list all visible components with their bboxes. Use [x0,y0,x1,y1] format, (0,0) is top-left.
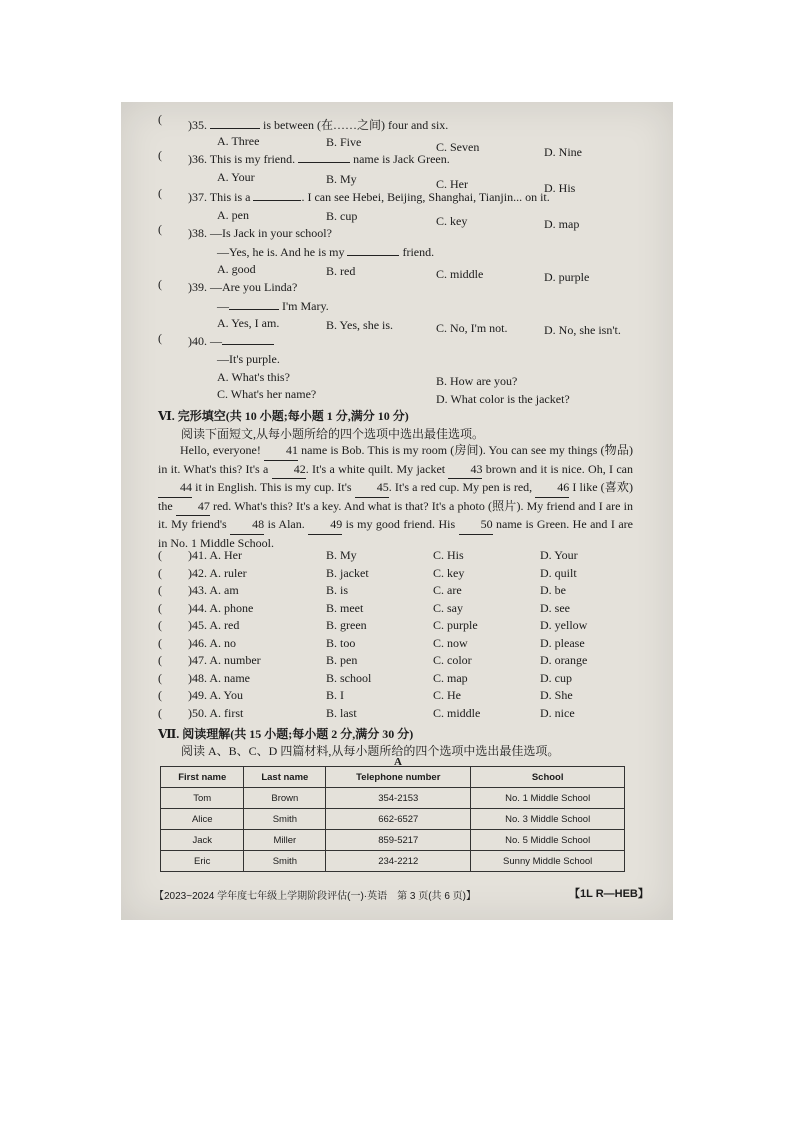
option-c: C. Seven [436,140,480,154]
table-cell: Sunny Middle School [471,851,625,872]
cloze-43-b: B. is [326,583,349,597]
option-b: B. red [326,264,356,278]
table-row [161,788,625,809]
answer-paren: ( [158,331,162,345]
option-b: B. Five [326,135,362,149]
column-header: Telephone number [326,767,471,788]
cloze-45-b: B. green [326,618,367,632]
cloze-50-d: D. nice [540,706,575,720]
cloze-48-c: C. map [433,671,468,685]
table-cell: No. 5 Middle School [471,830,625,851]
table-cell: 354-2153 [326,788,471,809]
option-a: A. Your [217,170,255,184]
cloze-41-d: D. Your [540,548,578,562]
section-title-cloze: Ⅵ. 完形填空(共 10 小题;每小题 1 分,满分 10 分) [158,409,409,423]
cloze-44-a: )44. A. phone [188,601,254,615]
table-cell: Smith [244,851,326,872]
section-title-reading: Ⅶ. 阅读理解(共 15 小题;每小题 2 分,满分 30 分) [158,727,414,741]
column-header: First name [161,767,244,788]
cloze-44-c: C. say [433,601,463,615]
answer-paren: ( [158,636,162,650]
table-cell: 859-5217 [326,830,471,851]
table-row [161,830,625,851]
table-cell: Alice [161,809,244,830]
cloze-42-c: C. key [433,566,465,580]
table-row [161,809,625,830]
cloze-49-c: C. He [433,688,461,702]
cloze-44-d: D. see [540,601,570,615]
answer-paren: ( [158,112,162,126]
cloze-47-d: D. orange [540,653,588,667]
section-instruction: 阅读 A、B、C、D 四篇材料,从每小题所给的四个选项中选出最佳选项。 [181,744,560,758]
question-40: )40. — [188,334,274,349]
section-instruction: 阅读下面短文,从每小题所给的四个选项中选出最佳选项。 [181,427,485,441]
option-d: D. Nine [544,145,582,159]
cloze-46-a: )46. A. no [188,636,236,650]
answer-paren: ( [158,186,162,200]
question-37: )37. This is a . I can see Hebei, Beijing, Shanghai, Tianjin... on it. [188,190,550,204]
cloze-47-c: C. color [433,653,472,667]
answer-paren: ( [158,618,162,632]
option-a: A. pen [217,208,249,222]
question-36: )36. This is my friend. name is Jack Green. [188,152,450,166]
cloze-42-d: D. quilt [540,566,577,580]
answer-paren: ( [158,566,162,580]
table-cell: Brown [244,788,326,809]
question-40-line2: —It's purple. [217,352,280,366]
cloze-48-d: D. cup [540,671,572,685]
answer-paren: ( [158,601,162,615]
option-d: D. No, she isn't. [544,323,621,337]
question-39: )39. —Are you Linda? [188,280,298,294]
table-row [161,851,625,872]
option-a: A. What's this? [217,370,290,384]
cloze-41-c: C. His [433,548,464,562]
part-label: A [394,756,402,768]
cloze-47-a: )47. A. number [188,653,261,667]
info-table [160,766,625,872]
cloze-46-c: C. now [433,636,468,650]
cloze-41-b: B. My [326,548,357,562]
cloze-49-a: )49. A. You [188,688,244,702]
question-39-line2: — I'm Mary. [217,299,329,313]
option-a: A. Three [217,134,260,148]
cloze-50-a: )50. A. first [188,706,244,720]
option-d: D. map [544,217,580,231]
option-a: A. good [217,262,256,276]
table-cell: Eric [161,851,244,872]
answer-paren: ( [158,671,162,685]
answer-paren: ( [158,277,162,291]
table-cell: Smith [244,809,326,830]
table-cell: Tom [161,788,244,809]
option-a: A. Yes, I am. [217,316,280,330]
table-cell: No. 3 Middle School [471,809,625,830]
page-footer: 【2023~2024 学年度七年级上学期阶段评估(一)·英语 第 3 页(共 6 页)】 [154,891,476,902]
option-c: C. Her [436,177,468,191]
option-b: B. How are you? [436,374,518,388]
question-38-line2: —Yes, he is. And he is my friend. [217,245,435,259]
cloze-45-c: C. purple [433,618,478,632]
column-header: School [471,767,625,788]
answer-paren: ( [158,222,162,236]
column-header: Last name [244,767,326,788]
answer-paren: ( [158,548,162,562]
answer-paren: ( [158,653,162,667]
option-c: C. key [436,214,468,228]
cloze-48-a: )48. A. name [188,671,250,685]
table-cell: Jack [161,830,244,851]
question-38: )38. —Is Jack in your school? [188,226,332,240]
table-cell: 662-6527 [326,809,471,830]
cloze-45-a: )45. A. red [188,618,240,632]
option-c: C. What's her name? [217,387,317,401]
option-d: D. His [544,181,576,195]
cloze-47-b: B. pen [326,653,358,667]
cloze-49-b: B. I [326,688,344,702]
option-c: C. No, I'm not. [436,321,508,335]
cloze-42-b: B. jacket [326,566,369,580]
cloze-44-b: B. meet [326,601,364,615]
answer-paren: ( [158,706,162,720]
cloze-45-d: D. yellow [540,618,588,632]
cloze-passage: Hello, everyone! 41 name is Bob. This is my room (房间). You can see my things (物品) in it. What's this? It's a 42. It's a white quilt. My jacket 43 brown and it is nice. Oh, I can 44 it in English. This is my cup. It's 45. It's a red cup. My pen is red, 46 I like (喜欢) the 47 red. What's this? It's a key. And what is that? It's a photo (照片). My friend and I are in it. My friend's 48 is Alan. 49 is my good friend. His 50 name is Green. He and I are in No. 1 Middle School. [158,443,633,550]
option-b: B. My [326,172,357,186]
table-header-row [161,767,625,788]
cloze-46-d: D. please [540,636,585,650]
cloze-43-a: )43. A. am [188,583,239,597]
answer-paren: ( [158,688,162,702]
answer-paren: ( [158,148,162,162]
option-b: B. cup [326,209,358,223]
cloze-50-b: B. last [326,706,357,720]
exam-code: 【1L R—HEB】 [569,888,649,900]
cloze-50-c: C. middle [433,706,481,720]
option-d: D. purple [544,270,590,284]
cloze-48-b: B. school [326,671,372,685]
cloze-43-c: C. are [433,583,462,597]
cloze-49-d: D. She [540,688,573,702]
table-cell: Miller [244,830,326,851]
cloze-46-b: B. too [326,636,356,650]
option-c: C. middle [436,267,484,281]
question-35: )35. is between (在……之间) four and six. [188,118,449,132]
table-cell: No. 1 Middle School [471,788,625,809]
option-d: D. What color is the jacket? [436,392,570,406]
option-b: B. Yes, she is. [326,318,394,332]
table-cell: 234-2212 [326,851,471,872]
exam-page [121,102,673,920]
answer-paren: ( [158,583,162,597]
cloze-43-d: D. be [540,583,566,597]
cloze-42-a: )42. A. ruler [188,566,247,580]
cloze-41-a: )41. A. Her [188,548,242,562]
